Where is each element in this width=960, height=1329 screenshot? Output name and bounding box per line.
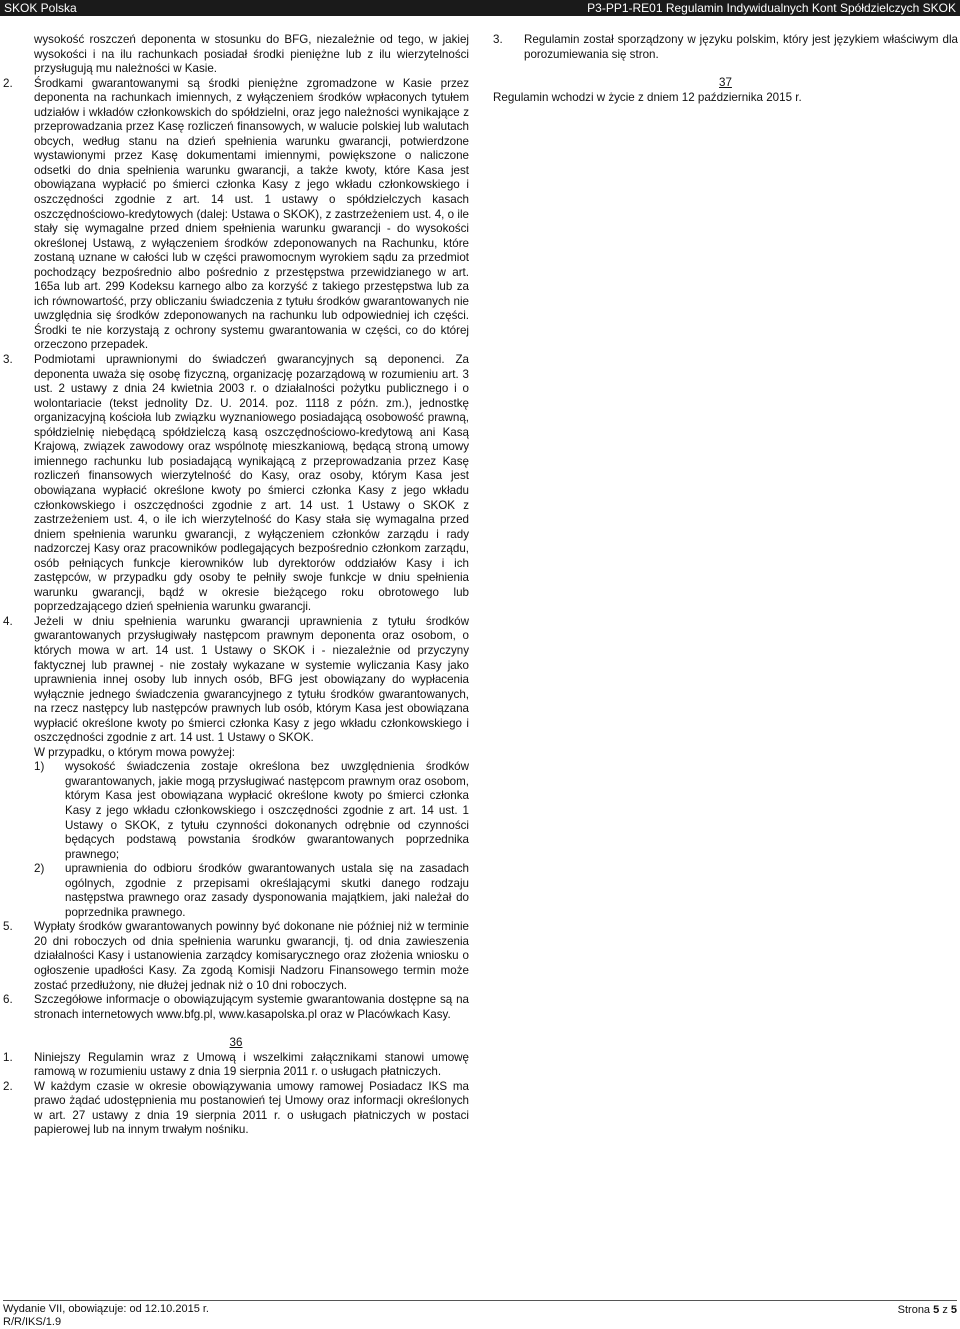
item-number: 1. bbox=[3, 1050, 13, 1064]
item-text: Podmiotami uprawnionymi do świadczeń gwarancyjnych są deponenci. Za deponenta uważa się osobę fizyczną, organizację pozarządową w rozumieniu art. 3 ust. 2 ustawy z dnia 24 kwietnia 2003 r. o działalności pożytku publicznego i o wolontariacie (tekst jednolity Dz. U. 2014. poz. 1118 z późn. zm.), jednostkę organizacyjną kościoła lub związku wyznaniowego posiadającą osobowość prawną, spółdzielnię niebędącą spółdzielczą kasą oszczędnościowo-kredytową ani Kasą Krajową, związek zawodowy oraz wspólnotę mieszkaniową, będącą stroną umowy imiennego rachunku lub posiadającą wynikającą z przeprowadzania przez Kasę rozliczeń finansowych wierzytelność do Kasy, oraz osoby, którym Kasa jest obowiązana wypłacić określone kwoty po śmierci członka Kasy z jego wkładu członkowskiego i oszczędności zgodnie z art. 14 ust. 1 Ustawy o SKOK z zastrzeżeniem ust. 4, o ile ich wierzytelność do Kasy stała się wymagalna przed dniem spełnienia warunku gwarancji, z wyłączeniem członków zarządu i rady nadzorczej Kasy oraz pracowników podlegających bezpośrednio członkom zarządu, osób pełniących funkcje kierowników lub dyrektorów oddziałów Kasy i ich zastępców, w przypadku gdy osoby te pełniły swoje funkcje w dniu spełnienia warunku gwarancji, bądź w okresie bieżącego roku obrotowego lub poprzedzającego dzień spełnienia warunku gwarancji. bbox=[34, 353, 469, 614]
sub-item-text: uprawnienia do odbioru środków gwarantowanych ustala się na zasadach ogólnych, zgodnie z przepisami określającymi skutki danego rodzaju następstwa prawnego oraz zasady dysponowania majątkiem, jaki należał do poprzednika prawnego. bbox=[65, 862, 469, 919]
list-item bbox=[3, 993, 469, 1022]
list-item bbox=[493, 33, 958, 62]
sub-item-number: 1) bbox=[34, 760, 45, 774]
sub-item-number: 2) bbox=[34, 862, 45, 876]
item-number: 2. bbox=[3, 1079, 13, 1093]
sub-list-item bbox=[34, 760, 469, 862]
sub-item-text: wysokość świadczenia zostaje określona bez uwzględnienia środków gwarantowanych, jakie mogą przysługiwać następcom prawnym oraz osobom, którym Kasa jest obowiązana wypłacić określone kwoty po śmierci członka Kasy z jego wkładu członkowskiego i oszczędności zgodnie z art. 14 ust. 1 Ustawy o SKOK, z tytułu czynności dokonanych odrębnie od czynności będących podstawą powstania środków gwarantowanych poprzednika prawnego; bbox=[65, 760, 469, 861]
list-item bbox=[3, 920, 469, 993]
item-text: Niniejszy Regulamin wraz z Umową i wszelkimi załącznikami stanowi umowę ramową w rozumieniu ustawy z dnia 19 sierpnia 2011 r. o usługach płatniczych. bbox=[34, 1050, 469, 1079]
header-doc-title: P3-PP1-RE01 Regulamin Indywidualnych Kont Spółdzielczych SKOK bbox=[587, 1, 956, 15]
continued-paragraph: wysokość roszczeń deponenta w stosunku do BFG, niezależnie od tego, w jakiej wysokości i na ilu rachunkach posiadał środki pieniężne lub z ilu wierzytelności przysługują mu należności w Kasie. bbox=[34, 33, 469, 76]
item-number: 6. bbox=[3, 993, 13, 1007]
footer-edition: Wydanie VII, obowiązuje: od 12.10.2015 r. bbox=[3, 1303, 209, 1315]
sub-list-intro: W przypadku, o którym mowa powyżej: bbox=[34, 745, 236, 759]
item-text: Środkami gwarantowanymi są środki pieniężne zgromadzone w Kasie przez deponenta na rachunkach imiennych, z wyłączeniem środków wpłaconych tytułem udziałów i wkładów członkowskich do spółdzielni, oraz jego należności wynikające z przeprowadzania przez Kasę rozliczeń finansowych, w walucie polskiej lub walutach obcych, według stanu na dzień spełnienia warunku gwarancji, potwierdzone wystawionymi przez Kasę dokumentami imiennymi, powiększone o naliczone odsetki do dnia spełnienia warunku gwarancji, a także kwoty, które Kasa jest obowiązana wypłacić po śmierci członka Kasy z jego wkładu członkowskiego i oszczędności zgodnie z art. 14 ust. 1 ustawy o spółdzielczych kasach oszczędnościowo-kredytowych (dalej: Ustawa o SKOK), z zastrzeżeniem ust. 4, o ile stały się wymagalne przed dniem spełnienia warunku gwarancji - do wysokości określonej Ustawą, z wyłączeniem środków zdeponowanych na Rachunku, które zostaną uznane w całości lub w części prawomocnym wyrokiem sądu za przedmiot pochodzący bezpośrednio albo pośrednio z przestępstwa przewidzianego w art. 165a lub art. 299 Kodeksu karnego albo za korzyść z takiego przestępstwa lub za ich równowartość, przy obliczaniu świadczenia z tytułu środków gwarantowanych nie uwzględnia się środków zdeponowanych na rachunku lub odpowiedniej ich części. Środki te nie korzystają z ochrony systemu gwarantowania w części, co do której orzeczono przepadek. bbox=[34, 76, 469, 352]
list-item bbox=[3, 1080, 469, 1138]
item-number: 3. bbox=[3, 353, 13, 367]
page-current: 5 bbox=[933, 1304, 940, 1316]
item-number: 4. bbox=[3, 614, 13, 628]
left-column bbox=[3, 33, 469, 1138]
page-footer bbox=[3, 1300, 957, 1329]
section-37-text: Regulamin wchodzi w życie z dniem 12 października 2015 r. bbox=[493, 90, 802, 104]
list-item bbox=[3, 615, 469, 746]
page-total: 5 bbox=[950, 1304, 957, 1316]
item-number: 3. bbox=[493, 33, 503, 46]
list-item bbox=[3, 353, 469, 615]
item-text: Jeżeli w dniu spełnienia warunku gwarancji uprawnienia z tytułu środków gwarantowanych przysługiwały następcom prawnym deponenta oraz osobom, o których mowa w art. 14 ust. 1 Ustawy o SKOK i - niezależnie od przyczyny faktycznej lub prawnej - nie zostały wykazane w systemie wyliczania Kasy jako uprawnienia innej osoby lub innych osób, BFG jest obowiązany do wypłacenia wyłącznie jednego świadczenia gwarancyjnego z tytułu środków gwarantowanych, na rzecz następcy lub następców prawnych lub osób, którym Kasa jest obowiązana wypłacić określone kwoty po śmierci członka Kasy z jego wkładu członkowskiego i oszczędności zgodnie z art. 14 ust. 1 Ustawy o SKOK. bbox=[34, 614, 469, 745]
list-item bbox=[3, 77, 469, 353]
page-label: Strona bbox=[897, 1304, 931, 1316]
right-column bbox=[493, 33, 958, 105]
item-text: Regulamin został sporządzony w języku polskim, który jest językiem właściwym dla porozumiewania się stron. bbox=[524, 33, 958, 61]
item-text: Wypłaty środków gwarantowanych powinny być dokonane nie później niż w terminie 20 dni roboczych od dnia spełnienia warunku gwarancji, tj. od dnia zawieszenia działalności Kasy i ustanowienia zarządcy komisarycznego oraz złożenia wniosku o ogłoszenie upadłości Kasy. Za zgodą Komisji Nadzoru Finansowego termin może zostać przedłużony, nie dłużej jednak niż o 10 dni roboczych. bbox=[34, 920, 469, 992]
section-heading-36: 36 bbox=[229, 1036, 243, 1050]
footer-doc-code: R/R/IKS/1.9 bbox=[3, 1316, 62, 1328]
item-number: 5. bbox=[3, 920, 13, 934]
page-number bbox=[898, 1304, 957, 1317]
list-item bbox=[3, 1051, 469, 1080]
page-header bbox=[0, 0, 960, 16]
header-org: SKOK Polska bbox=[4, 1, 77, 15]
item-number: 2. bbox=[3, 76, 13, 90]
page-separator: z bbox=[942, 1304, 948, 1316]
item-text: W każdym czasie w okresie obowiązywania umowy ramowej Posiadacz IKS ma prawo żądać udostępnienia mu postanowień tej Umowy oraz informacji określonych w art. 27 ustawy z dnia 19 sierpnia 2011 r. o usługach płatniczych w postaci papierowej lub na innym trwałym nośniku. bbox=[34, 1079, 469, 1137]
item-text: Szczegółowe informacje o obowiązującym systemie gwarantowania dostępne są na stronach internetowych www.bfg.pl, www.kasapolska.pl oraz w Placówkach Kasy. bbox=[34, 993, 469, 1021]
sub-list-item bbox=[34, 862, 469, 920]
section-heading-37: 37 bbox=[719, 76, 732, 90]
